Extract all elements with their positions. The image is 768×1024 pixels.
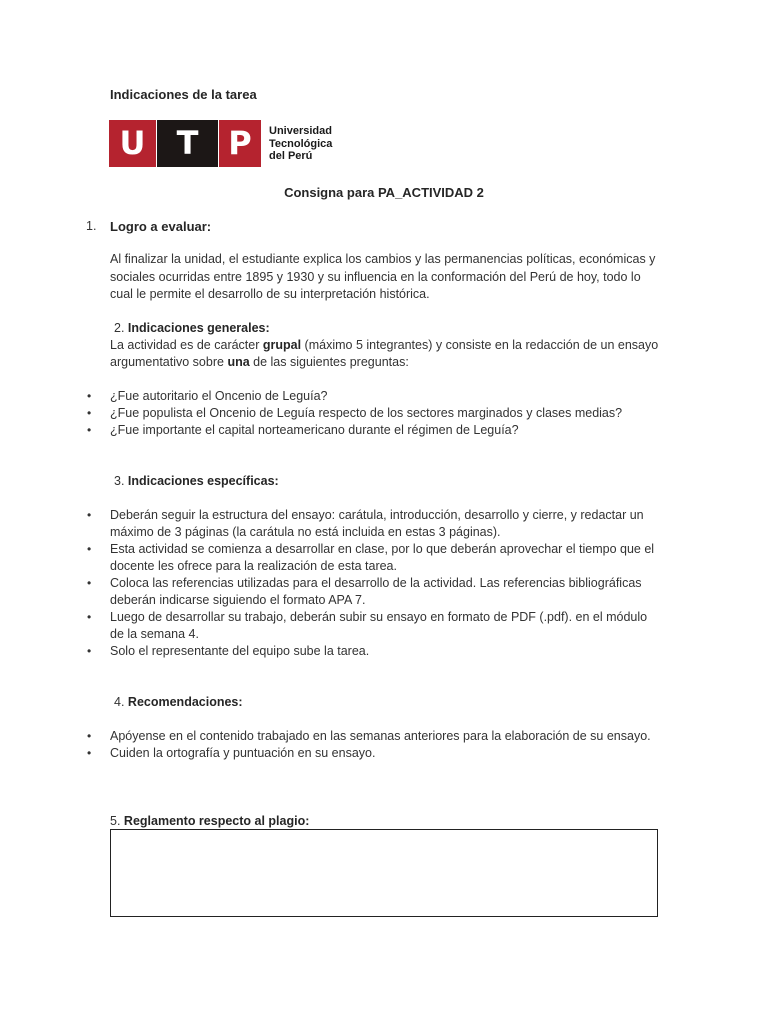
bullet-icon: • — [87, 542, 92, 556]
section-2-text-c: de las siguientes preguntas: — [249, 355, 409, 369]
list-item — [0, 541, 655, 575]
bullet-icon: • — [87, 576, 92, 590]
list-item-text: Luego de desarrollar su trabajo, deberán subir su ensayo en formato de PDF (.pdf). en el módulo de la semana 4. — [110, 610, 648, 641]
utp-logo — [109, 120, 339, 168]
list-item-text: Cuiden la ortografía y puntuación en su ensayo. — [110, 746, 376, 760]
list-item — [0, 745, 655, 762]
section-3-heading — [114, 473, 279, 490]
section-1-title: Logro a evaluar: — [110, 219, 212, 234]
list-item-text: Deberán seguir la estructura del ensayo: carátula, introducción, desarrollo y cierre, y redactar un máximo de 3 páginas (la carátula no está incluida en estas 3 páginas). — [110, 508, 644, 539]
list-item — [0, 575, 655, 609]
logo-line-2: Tecnológica — [269, 137, 333, 150]
list-item-text: Apóyense en el contenido trabajado en las semanas anteriores para la elaboración de su ensayo. — [110, 729, 651, 743]
section-5-heading — [110, 813, 309, 830]
section-2-bold-grupal: grupal — [262, 338, 302, 352]
list-item-text: ¿Fue importante el capital norteamericano durante el régimen de Leguía? — [110, 423, 519, 437]
logo-letter-u: U — [109, 120, 156, 167]
list-item — [0, 388, 655, 405]
section-3-list — [0, 507, 768, 660]
bullet-icon: • — [87, 729, 92, 743]
list-item-text: ¿Fue populista el Oncenio de Leguía respecto de los sectores marginados y clases medias? — [110, 406, 623, 420]
logo-letter-t: T — [157, 120, 218, 167]
bullet-icon: • — [87, 423, 92, 437]
list-item-text: Esta actividad se comienza a desarrollar en clase, por lo que deberán aprovechar el tiempo que el docente les ofrece para la realización de esta tarea. — [110, 542, 655, 573]
list-item — [0, 507, 655, 541]
bullet-icon: • — [87, 389, 92, 403]
logo-wordmark — [269, 125, 332, 163]
section-2-number: 2. — [114, 321, 125, 335]
section-2-title: Indicaciones generales: — [127, 321, 270, 335]
list-item — [0, 728, 655, 745]
section-4-heading — [114, 694, 243, 711]
section-3-number: 3. — [114, 474, 125, 488]
section-4-title: Recomendaciones: — [127, 695, 243, 709]
section-1-text: Al finalizar la unidad, el estudiante explica los cambios y las permanencias políticas, económicas y sociales ocurridas entre 1895 y 1930 y su influencia en la conformación del Perú de hoy, todo lo cual le permite el desarrollo de su interpretación histórica. — [110, 252, 656, 301]
logo-line-1: Universidad — [269, 125, 332, 137]
section-1-number: 1. — [86, 219, 97, 233]
section-2-question-list — [0, 388, 768, 439]
logo-letter-p: P — [219, 120, 261, 167]
list-item — [0, 609, 655, 643]
list-item-text: Coloca las referencias utilizadas para el desarrollo de la actividad. Las referencias bibliográficas deberán indicarse siguiendo el formato APA 7. — [110, 576, 642, 607]
section-2-text-b: (máximo 5 integrantes) y consiste en la redacción de un ensayo argumentativo sobre — [110, 338, 659, 369]
bullet-icon: • — [87, 406, 92, 420]
document-heading: Consigna para PA_ACTIVIDAD 2 — [284, 185, 484, 200]
plagiarism-rules-box — [110, 829, 658, 917]
section-2-text — [110, 337, 660, 371]
bullet-icon: • — [87, 610, 92, 624]
section-4-number: 4. — [114, 695, 125, 709]
bullet-icon: • — [87, 746, 92, 760]
section-3-title: Indicaciones específicas: — [127, 474, 279, 488]
section-5-title: Reglamento respecto al plagio: — [123, 814, 310, 828]
list-item — [0, 422, 655, 439]
section-2-text-a: La actividad es de carácter — [110, 338, 263, 352]
list-item-text: Solo el representante del equipo sube la tarea. — [110, 644, 370, 658]
list-item — [0, 643, 655, 660]
page-title: Indicaciones de la tarea — [110, 87, 257, 102]
section-2-heading — [114, 320, 270, 337]
logo-line-3: del Perú — [269, 150, 313, 162]
list-item-text: ¿Fue autoritario el Oncenio de Leguía? — [110, 389, 328, 403]
bullet-icon: • — [87, 508, 92, 522]
bullet-icon: • — [87, 644, 92, 658]
list-item — [0, 405, 655, 422]
section-5-number: 5. — [110, 814, 121, 828]
section-2-bold-una: una — [227, 355, 250, 369]
section-4-list — [0, 728, 768, 762]
